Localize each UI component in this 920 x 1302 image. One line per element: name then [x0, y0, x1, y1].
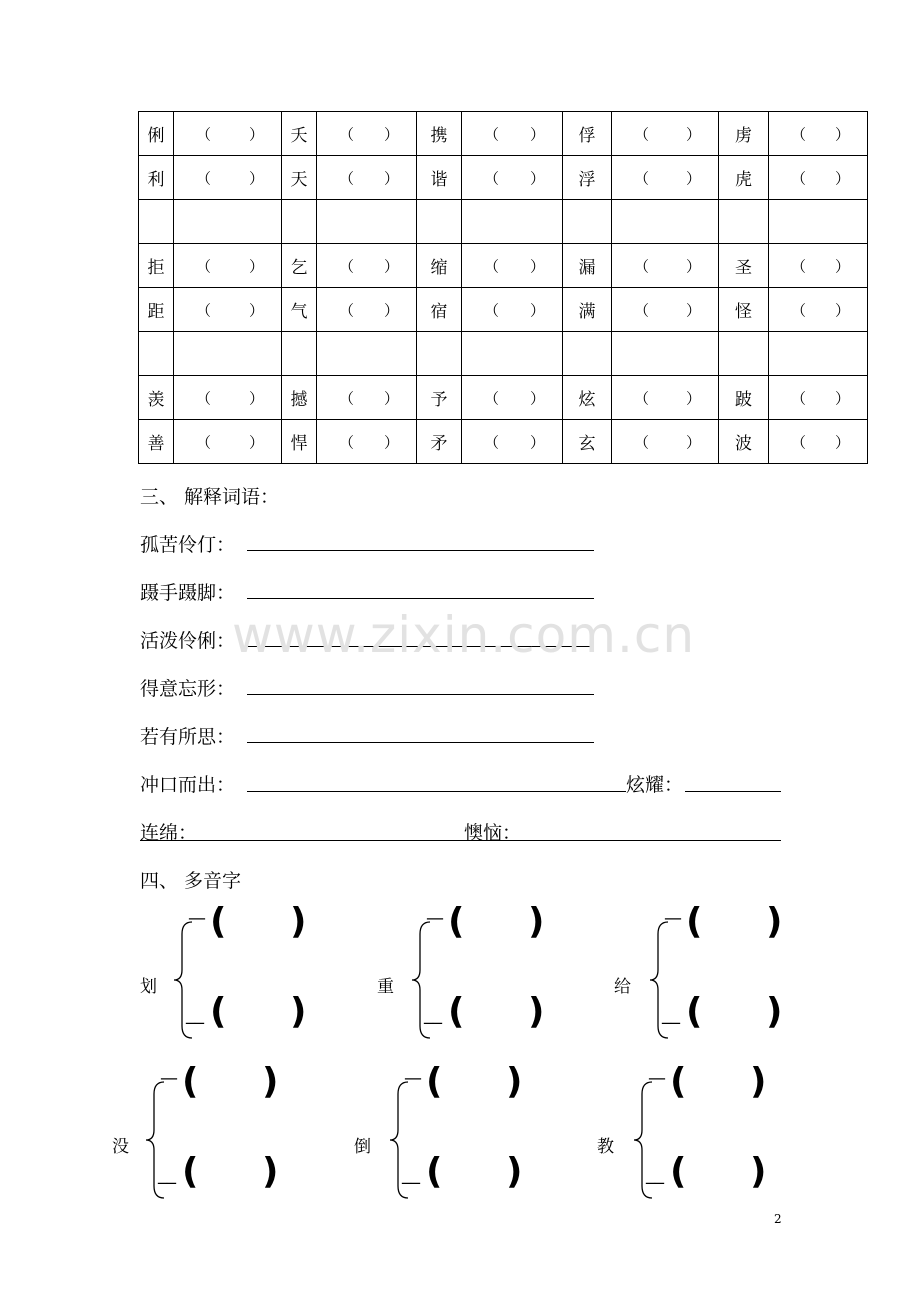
left-paren: （	[634, 389, 650, 407]
right-paren: ）	[383, 389, 399, 407]
top-dash: —	[648, 1068, 666, 1089]
close-paren-bottom: )	[766, 991, 783, 1032]
char-cell: 羡	[139, 376, 174, 420]
close-paren-bottom: )	[528, 991, 545, 1032]
right-paren: ）	[529, 389, 545, 407]
table-row	[139, 244, 868, 288]
polyphone-char: 教	[597, 1137, 614, 1157]
polyphone-char: 倒	[354, 1137, 371, 1157]
empty-cell	[174, 332, 282, 376]
term-label-lianmian: 连绵：	[140, 822, 198, 844]
right-paren: ）	[685, 433, 701, 451]
top-dash: —	[426, 908, 444, 929]
char-cell	[719, 332, 769, 376]
pinyin-blank[interactable]	[174, 420, 282, 464]
left-paren: （	[196, 301, 212, 319]
page-number: 2	[774, 1212, 782, 1226]
term-label-aonao: 懊恼：	[464, 822, 522, 844]
char-cell	[139, 332, 174, 376]
left-paren: （	[196, 389, 212, 407]
right-paren: ）	[248, 257, 264, 275]
close-paren-top: )	[528, 901, 545, 942]
open-paren-top: (	[182, 1061, 199, 1102]
pinyin-blank[interactable]	[317, 420, 417, 464]
bottom-dash: __	[424, 1004, 442, 1025]
close-paren-top: )	[262, 1061, 279, 1102]
section-3-title: 三、 解释词语：	[140, 486, 280, 508]
char-cell: 夭	[282, 112, 317, 156]
left-paren: （	[484, 169, 500, 187]
right-paren: ）	[834, 125, 850, 143]
answer-line-5[interactable]	[247, 742, 594, 743]
open-paren-top: (	[448, 901, 465, 942]
left-paren: （	[791, 169, 807, 187]
left-paren: （	[196, 257, 212, 275]
bottom-dash: __	[186, 1004, 204, 1025]
table-row	[139, 288, 868, 332]
right-paren: ）	[685, 125, 701, 143]
section-4-title: 四、 多音字	[140, 870, 242, 892]
char-cell: 乞	[282, 244, 317, 288]
right-paren: ）	[383, 301, 399, 319]
spacer-row	[139, 200, 868, 244]
char-cell	[563, 332, 612, 376]
right-paren: ）	[248, 433, 264, 451]
right-paren: ）	[834, 301, 850, 319]
right-paren: ）	[685, 169, 701, 187]
left-paren: （	[791, 125, 807, 143]
char-cell: 缩	[417, 244, 462, 288]
pinyin-blank[interactable]	[612, 244, 719, 288]
right-paren: ）	[685, 257, 701, 275]
char-cell: 携	[417, 112, 462, 156]
close-paren-top: )	[506, 1061, 523, 1102]
empty-cell	[769, 332, 868, 376]
right-paren: ）	[383, 257, 399, 275]
left-paren: （	[634, 433, 650, 451]
left-paren: （	[634, 125, 650, 143]
char-cell: 气	[282, 288, 317, 332]
left-paren: （	[339, 257, 355, 275]
top-dash: —	[404, 1068, 422, 1089]
top-dash: —	[188, 908, 206, 929]
empty-cell	[462, 332, 563, 376]
char-cell: 圣	[719, 244, 769, 288]
open-paren-bottom: (	[670, 1151, 687, 1192]
right-paren: ）	[834, 389, 850, 407]
left-paren: （	[791, 301, 807, 319]
right-paren: ）	[685, 389, 701, 407]
char-cell: 撼	[282, 376, 317, 420]
right-paren: ）	[834, 433, 850, 451]
right-paren: ）	[529, 301, 545, 319]
right-paren: ）	[834, 169, 850, 187]
char-cell	[282, 332, 317, 376]
table-row	[139, 112, 868, 156]
left-paren: （	[484, 257, 500, 275]
left-paren: （	[196, 125, 212, 143]
char-cell: 虏	[719, 112, 769, 156]
right-paren: ）	[248, 169, 264, 187]
pinyin-blank[interactable]	[317, 112, 417, 156]
close-paren-bottom: )	[506, 1151, 523, 1192]
polyphone-char: 给	[614, 977, 631, 997]
char-cell	[139, 200, 174, 244]
pinyin-blank[interactable]	[174, 288, 282, 332]
char-cell: 谐	[417, 156, 462, 200]
left-paren: （	[339, 389, 355, 407]
char-cell: 跛	[719, 376, 769, 420]
right-paren: ）	[529, 125, 545, 143]
watermark: www.zixin.com.cn	[232, 606, 696, 664]
right-paren: ）	[383, 433, 399, 451]
char-cell: 满	[563, 288, 612, 332]
left-paren: （	[484, 125, 500, 143]
term-label-3: 活泼伶俐：	[140, 630, 236, 652]
char-cell: 拒	[139, 244, 174, 288]
right-paren: ）	[529, 169, 545, 187]
close-paren-top: )	[290, 901, 307, 942]
left-paren: （	[634, 301, 650, 319]
char-cell: 漏	[563, 244, 612, 288]
char-cell: 予	[417, 376, 462, 420]
term-label-4: 得意忘形：	[140, 678, 236, 700]
left-paren: （	[339, 301, 355, 319]
pinyin-blank[interactable]	[462, 288, 563, 332]
pinyin-blank[interactable]	[769, 244, 868, 288]
left-paren: （	[484, 389, 500, 407]
char-cell: 宿	[417, 288, 462, 332]
close-paren-bottom: )	[750, 1151, 767, 1192]
char-cell	[563, 200, 612, 244]
pinyin-blank[interactable]	[612, 376, 719, 420]
bottom-dash: __	[402, 1164, 420, 1185]
polyphone-char: 没	[112, 1137, 129, 1157]
open-paren-bottom: (	[426, 1151, 443, 1192]
char-cell	[719, 200, 769, 244]
answer-line-2[interactable]	[247, 598, 594, 599]
empty-cell	[612, 200, 719, 244]
term-label-2: 蹑手蹑脚：	[140, 582, 236, 604]
empty-cell	[612, 332, 719, 376]
close-paren-bottom: )	[290, 991, 307, 1032]
right-paren: ）	[248, 125, 264, 143]
left-paren: （	[634, 169, 650, 187]
pinyin-blank[interactable]	[612, 112, 719, 156]
char-cell	[282, 200, 317, 244]
top-dash: —	[160, 1068, 178, 1089]
char-cell: 怪	[719, 288, 769, 332]
close-paren-top: )	[766, 901, 783, 942]
char-cell: 波	[719, 420, 769, 464]
table-row	[139, 376, 868, 420]
bottom-dash: __	[646, 1164, 664, 1185]
pinyin-blank[interactable]	[462, 420, 563, 464]
char-cell: 俐	[139, 112, 174, 156]
empty-cell	[317, 332, 417, 376]
right-paren: ）	[383, 125, 399, 143]
pinyin-blank[interactable]	[174, 112, 282, 156]
empty-cell	[317, 200, 417, 244]
term-label-xuanyao: 炫耀：	[626, 770, 685, 797]
open-paren-top: (	[426, 1061, 443, 1102]
char-cell: 天	[282, 156, 317, 200]
char-cell: 炫	[563, 376, 612, 420]
char-cell: 悍	[282, 420, 317, 464]
answer-line-1[interactable]	[247, 550, 594, 551]
top-dash: —	[664, 908, 682, 929]
left-paren: （	[791, 433, 807, 451]
pinyin-blank[interactable]	[769, 156, 868, 200]
spacer-row	[139, 332, 868, 376]
empty-cell	[769, 200, 868, 244]
pinyin-blank[interactable]	[769, 420, 868, 464]
polyphone-char: 划	[140, 977, 157, 997]
answer-line-4[interactable]	[247, 694, 594, 695]
char-cell: 利	[139, 156, 174, 200]
pinyin-blank[interactable]	[174, 376, 282, 420]
close-paren-bottom: )	[262, 1151, 279, 1192]
open-paren-top: (	[670, 1061, 687, 1102]
pinyin-blank[interactable]	[317, 376, 417, 420]
char-cell: 矛	[417, 420, 462, 464]
bottom-dash: __	[158, 1164, 176, 1185]
empty-cell	[462, 200, 563, 244]
right-paren: ）	[248, 301, 264, 319]
left-paren: （	[791, 389, 807, 407]
pinyin-blank[interactable]	[462, 156, 563, 200]
open-paren-bottom: (	[686, 991, 703, 1032]
pinyin-blank[interactable]	[174, 244, 282, 288]
right-paren: ）	[383, 169, 399, 187]
right-paren: ）	[248, 389, 264, 407]
right-paren: ）	[529, 433, 545, 451]
open-paren-bottom: (	[448, 991, 465, 1032]
pinyin-blank[interactable]	[317, 288, 417, 332]
char-cell: 距	[139, 288, 174, 332]
right-paren: ）	[685, 301, 701, 319]
right-paren: ）	[834, 257, 850, 275]
right-paren: ）	[529, 257, 545, 275]
left-paren: （	[196, 169, 212, 187]
left-paren: （	[484, 433, 500, 451]
char-cell: 玄	[563, 420, 612, 464]
pinyin-blank[interactable]	[769, 376, 868, 420]
pinyin-blank[interactable]	[769, 288, 868, 332]
char-cell	[417, 200, 462, 244]
char-cell	[417, 332, 462, 376]
pinyin-blank[interactable]	[769, 112, 868, 156]
open-paren-top: (	[210, 901, 227, 942]
left-paren: （	[791, 257, 807, 275]
term-label-1: 孤苦伶仃：	[140, 534, 236, 556]
open-paren-bottom: (	[182, 1151, 199, 1192]
close-paren-top: )	[750, 1061, 767, 1102]
char-cell: 俘	[563, 112, 612, 156]
left-paren: （	[339, 169, 355, 187]
pinyin-blank[interactable]	[317, 244, 417, 288]
pinyin-blank[interactable]	[174, 156, 282, 200]
bottom-dash: __	[662, 1004, 680, 1025]
pinyin-blank[interactable]	[462, 244, 563, 288]
open-paren-bottom: (	[210, 991, 227, 1032]
char-cell: 善	[139, 420, 174, 464]
table-row	[139, 420, 868, 464]
pinyin-blank[interactable]	[612, 156, 719, 200]
char-cell: 虎	[719, 156, 769, 200]
table-row	[139, 156, 868, 200]
pinyin-blank[interactable]	[612, 288, 719, 332]
pinyin-blank[interactable]	[317, 156, 417, 200]
pinyin-blank[interactable]	[462, 376, 563, 420]
left-paren: （	[196, 433, 212, 451]
term-label-5: 若有所思：	[140, 726, 236, 748]
left-paren: （	[339, 433, 355, 451]
answer-line-7[interactable]	[140, 840, 781, 841]
character-table	[138, 111, 868, 464]
left-paren: （	[484, 301, 500, 319]
char-cell: 浮	[563, 156, 612, 200]
answer-line-6[interactable]	[247, 791, 781, 792]
open-paren-top: (	[686, 901, 703, 942]
pinyin-blank[interactable]	[612, 420, 719, 464]
pinyin-blank[interactable]	[462, 112, 563, 156]
empty-cell	[174, 200, 282, 244]
polyphone-char: 重	[377, 977, 394, 997]
left-paren: （	[339, 125, 355, 143]
left-paren: （	[634, 257, 650, 275]
term-label-6: 冲口而出：	[140, 774, 236, 796]
